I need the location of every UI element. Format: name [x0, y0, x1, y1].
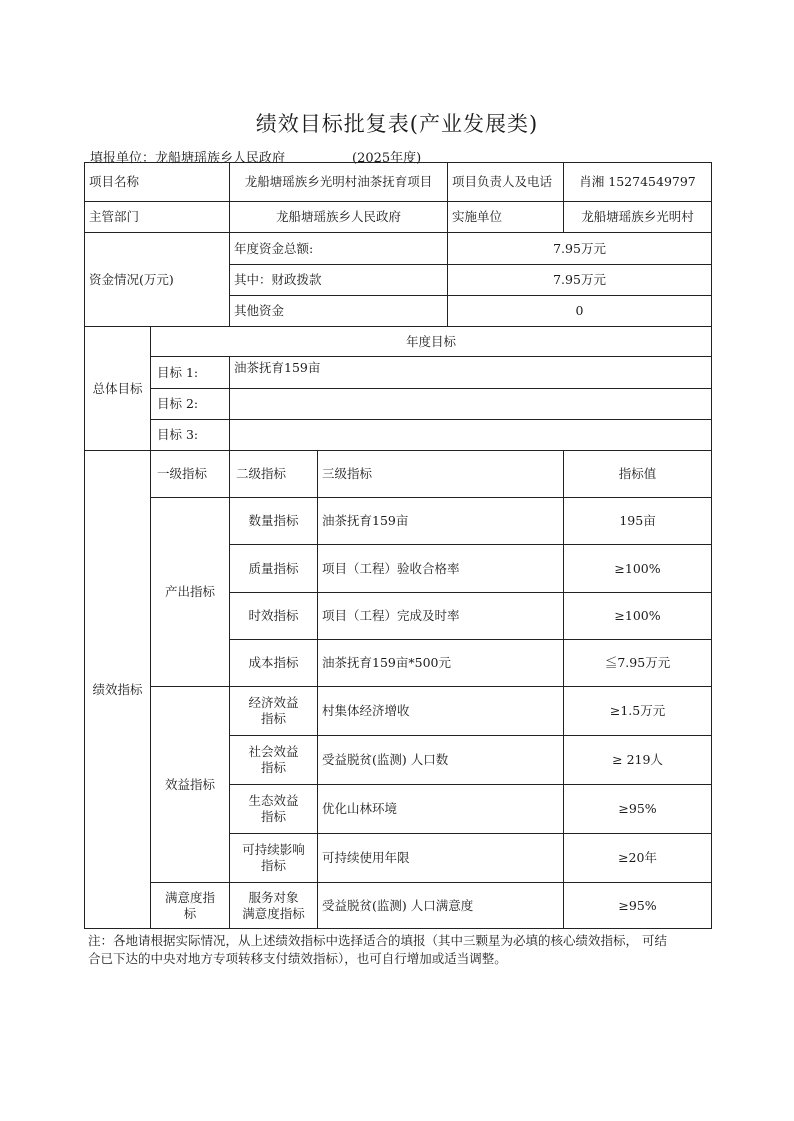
goal-value: [230, 420, 712, 451]
value-cell: ≥95%: [564, 883, 712, 929]
contact-value: 肖湘 15274549797: [564, 163, 712, 202]
level2-line: 经济效益: [248, 695, 299, 710]
level2-cell: [230, 687, 318, 736]
table-row: [85, 357, 712, 389]
level3-cell: 村集体经济增收: [318, 687, 564, 736]
value-cell: ≥95%: [564, 785, 712, 834]
value-cell: ≥1.5万元: [564, 687, 712, 736]
footnote-line: 注：各地请根据实际情况，从上述绩效指标中选择适合的填报（其中三颗星为必填的核心绩效指标， 可结: [88, 933, 667, 948]
level2-line: 指标: [261, 809, 287, 824]
level2-line: 生态效益: [248, 793, 299, 808]
level2-cell: [230, 883, 318, 929]
table-row: [85, 389, 712, 420]
funds-row-value: 7.95万元: [448, 233, 712, 265]
level2-line: 指标: [261, 711, 287, 726]
funds-row-value: 7.95万元: [448, 265, 712, 296]
level2-line: 可持续影响: [242, 842, 305, 857]
level3-cell: 油茶抚育159亩*500元: [318, 640, 564, 687]
funds-row-label: 其他资金: [230, 296, 448, 327]
level2-cell: 质量指标: [230, 545, 318, 593]
form-title: 绩效目标批复表(产业发展类): [255, 112, 539, 136]
impl-value: 龙船塘瑶族乡光明村: [564, 202, 712, 233]
benefit-indicator-label: 效益指标: [151, 687, 230, 883]
output-indicator-label: 产出指标: [151, 498, 230, 687]
goal-value: [230, 389, 712, 420]
table-row: [85, 883, 712, 929]
satisfaction-indicator-label: [151, 883, 230, 929]
satisfaction-label-line: 满意度指: [165, 889, 216, 905]
goal-label: 目标 2:: [151, 389, 230, 420]
footnote: [88, 932, 710, 968]
funds-row-label: 年度资金总额:: [230, 233, 448, 265]
level3-cell: 油茶抚育159亩: [318, 498, 564, 545]
dept-value: 龙船塘瑶族乡人民政府: [230, 202, 448, 233]
value-cell: ≥100%: [564, 593, 712, 640]
impl-label: 实施单位: [448, 202, 564, 233]
header-value: 指标值: [564, 451, 712, 498]
level3-cell: 项目（工程）完成及时率: [318, 593, 564, 640]
level3-cell: 项目（工程）验收合格率: [318, 545, 564, 593]
level2-cell: [230, 736, 318, 785]
header-level2: 二级指标: [230, 451, 318, 498]
funds-row-label: 其中：财政拨款: [230, 265, 448, 296]
table-row: [85, 687, 712, 736]
value-cell: ≥100%: [564, 545, 712, 593]
value-cell: ≥20年: [564, 834, 712, 883]
fill-unit: 填报单位：龙船塘瑶族乡人民政府: [90, 151, 286, 166]
table-row: [85, 327, 712, 357]
level2-cell: 数量指标: [230, 498, 318, 545]
table-row: [85, 498, 712, 545]
level2-cell: 成本指标: [230, 640, 318, 687]
level2-cell: [230, 834, 318, 883]
level2-cell: [230, 785, 318, 834]
dept-label: 主管部门: [85, 202, 230, 233]
value-cell: ≥ 219人: [564, 736, 712, 785]
level2-line: 满意度指标: [242, 905, 305, 921]
annual-goal-header: 年度目标: [151, 327, 712, 357]
level3-cell: 受益脱贫(监测) 人口数: [318, 736, 564, 785]
goal-value: 油茶抚育159亩: [230, 357, 712, 389]
goal-label: 目标 3:: [151, 420, 230, 451]
performance-table: [84, 162, 712, 929]
project-name-label: 项目名称: [85, 163, 230, 202]
project-name-value: 龙船塘瑶族乡光明村油茶抚育项目: [230, 163, 448, 202]
level3-cell: 优化山林环境: [318, 785, 564, 834]
table-row: [85, 202, 712, 233]
level2-line: 指标: [261, 858, 287, 873]
contact-label: 项目负责人及电话: [448, 163, 564, 202]
goal-label: 目标 1:: [151, 357, 230, 389]
performance-label: 绩效指标: [85, 451, 151, 929]
value-cell: 195亩: [564, 498, 712, 545]
satisfaction-label-line: 标: [183, 905, 197, 921]
value-cell: ≦7.95万元: [564, 640, 712, 687]
funds-label: 资金情况(万元): [85, 233, 230, 327]
overall-goal-label: 总体目标: [85, 327, 151, 451]
level2-line: 社会效益: [248, 744, 299, 759]
header-level3: 三级指标: [318, 451, 564, 498]
funds-row-value: 0: [448, 296, 712, 327]
level2-line: 服务对象: [248, 889, 299, 905]
table-row: [85, 451, 712, 498]
footnote-line: 合已下达的中央对地方专项转移支付绩效指标），也可自行增加或适当调整。: [88, 951, 507, 966]
table-row: [85, 163, 712, 202]
level3-cell: 可持续使用年限: [318, 834, 564, 883]
table-row: [85, 233, 712, 265]
level2-cell: 时效指标: [230, 593, 318, 640]
table-row: [85, 420, 712, 451]
year-label: (2025年度): [352, 151, 422, 166]
level2-line: 指标: [261, 760, 287, 775]
header-level1: 一级指标: [151, 451, 230, 498]
level3-cell: 受益脱贫(监测) 人口满意度: [318, 883, 564, 929]
